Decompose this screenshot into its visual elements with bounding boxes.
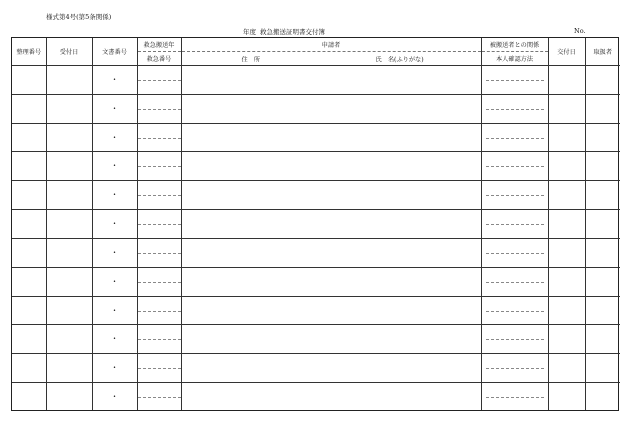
cell-receipt-date[interactable]: [46, 181, 92, 210]
cell-applicant[interactable]: [181, 383, 481, 410]
relation-id-split: [482, 124, 548, 152]
cell-document-no[interactable]: [92, 325, 137, 354]
cell-delivery-date[interactable]: [548, 296, 585, 325]
relation-id-split: [482, 152, 548, 180]
cell-document-no[interactable]: [92, 238, 137, 267]
transport-year-no-split: [138, 325, 181, 353]
header-name-kana: 氏 名(ふりがな): [375, 56, 424, 63]
cell-applicant[interactable]: [181, 181, 481, 210]
cell-management-no[interactable]: [12, 152, 46, 181]
cell-transport-year-no[interactable]: [137, 383, 181, 410]
document-no-separator: ・: [110, 161, 119, 171]
table-row: [12, 325, 620, 354]
cell-document-no[interactable]: [92, 94, 137, 123]
register-table: [12, 38, 620, 410]
cell-management-no[interactable]: [12, 238, 46, 267]
table-row: [12, 152, 620, 181]
cell-receipt-date[interactable]: [46, 66, 92, 95]
document-no-separator: ・: [110, 74, 119, 84]
document-no-separator: ・: [110, 190, 119, 200]
table-row: [12, 383, 620, 410]
table-row: [12, 66, 620, 95]
cell-delivery-date[interactable]: [548, 383, 585, 410]
cell-receipt-date[interactable]: [46, 383, 92, 410]
cell-receipt-date[interactable]: [46, 123, 92, 152]
document-no-separator: ・: [110, 363, 119, 373]
cell-management-no[interactable]: [12, 123, 46, 152]
cell-applicant[interactable]: [181, 238, 481, 267]
cell-applicant[interactable]: [181, 354, 481, 383]
cell-applicant[interactable]: [181, 66, 481, 95]
transport-year-no-split: [138, 383, 181, 410]
cell-delivery-date[interactable]: [548, 354, 585, 383]
cell-management-no[interactable]: [12, 383, 46, 410]
cell-delivery-date[interactable]: [548, 325, 585, 354]
header-applicant-sub: [181, 52, 481, 66]
document-no-separator: ・: [110, 219, 119, 229]
cell-handler[interactable]: [585, 267, 620, 296]
cell-relation-id-method[interactable]: [481, 66, 548, 95]
cell-handler[interactable]: [585, 354, 620, 383]
cell-handler[interactable]: [585, 94, 620, 123]
cell-transport-year-no[interactable]: [137, 238, 181, 267]
cell-delivery-date[interactable]: [548, 181, 585, 210]
cell-transport-year-no[interactable]: [137, 296, 181, 325]
cell-delivery-date[interactable]: [548, 267, 585, 296]
cell-transport-year-no[interactable]: [137, 267, 181, 296]
page-title: [243, 27, 325, 36]
register-title: 救急搬送証明書交付簿: [260, 28, 325, 36]
cell-applicant[interactable]: [181, 123, 481, 152]
cell-handler[interactable]: [585, 152, 620, 181]
relation-id-split: [482, 268, 548, 296]
cell-receipt-date[interactable]: [46, 296, 92, 325]
document-no-separator: ・: [110, 247, 119, 257]
form-reference: 様式第4号(第5条関係): [46, 13, 112, 21]
cell-document-no[interactable]: [92, 181, 137, 210]
document-no-separator: ・: [110, 103, 119, 113]
cell-management-no[interactable]: [12, 296, 46, 325]
table-row: [12, 181, 620, 210]
cell-document-no[interactable]: [92, 123, 137, 152]
cell-transport-year-no[interactable]: [137, 66, 181, 95]
transport-year-no-split: [138, 95, 181, 123]
transport-year-no-split: [138, 239, 181, 267]
table-row: [12, 210, 620, 239]
cell-relation-id-method[interactable]: [481, 325, 548, 354]
relation-id-split: [482, 210, 548, 238]
cell-receipt-date[interactable]: [46, 325, 92, 354]
header-transport-year: 救急搬送年: [137, 38, 181, 52]
cell-receipt-date[interactable]: [46, 238, 92, 267]
cell-applicant[interactable]: [181, 94, 481, 123]
header-address: 住 所: [241, 56, 261, 63]
relation-id-split: [482, 66, 548, 94]
cell-document-no[interactable]: [92, 383, 137, 410]
header-id-method: 本人確認方法: [481, 52, 548, 66]
cell-delivery-date[interactable]: [548, 123, 585, 152]
header-applicant: 申請者: [181, 38, 481, 52]
cell-handler[interactable]: [585, 238, 620, 267]
year-label: 年度: [243, 28, 256, 36]
relation-id-split: [482, 354, 548, 382]
cell-handler[interactable]: [585, 66, 620, 95]
document-no-separator: ・: [110, 276, 119, 286]
header-relation: 被搬送者との関係: [481, 38, 548, 52]
cell-relation-id-method[interactable]: [481, 123, 548, 152]
cell-receipt-date[interactable]: [46, 94, 92, 123]
relation-id-split: [482, 239, 548, 267]
cell-receipt-date[interactable]: [46, 210, 92, 239]
cell-document-no[interactable]: [92, 210, 137, 239]
cell-transport-year-no[interactable]: [137, 354, 181, 383]
transport-year-no-split: [138, 124, 181, 152]
cell-delivery-date[interactable]: [548, 152, 585, 181]
cell-delivery-date[interactable]: [548, 210, 585, 239]
document-no-separator: ・: [110, 132, 119, 142]
header-row-1: [12, 38, 620, 52]
table-row: [12, 238, 620, 267]
cell-handler[interactable]: [585, 296, 620, 325]
cell-document-no[interactable]: [92, 354, 137, 383]
cell-applicant[interactable]: [181, 210, 481, 239]
cell-relation-id-method[interactable]: [481, 267, 548, 296]
cell-applicant[interactable]: [181, 152, 481, 181]
cell-applicant[interactable]: [181, 325, 481, 354]
transport-year-no-split: [138, 181, 181, 209]
cell-document-no[interactable]: [92, 66, 137, 95]
header-delivery-date: 交付日: [548, 38, 585, 66]
cell-relation-id-method[interactable]: [481, 181, 548, 210]
header-transport-no: 救急番号: [137, 52, 181, 66]
table-row: [12, 267, 620, 296]
cell-relation-id-method[interactable]: [481, 152, 548, 181]
transport-year-no-split: [138, 152, 181, 180]
header-handler: 取扱者: [585, 38, 620, 66]
table-row: [12, 123, 620, 152]
cell-delivery-date[interactable]: [548, 238, 585, 267]
header-receipt-date: 受付日: [46, 38, 92, 66]
header-management-no: 整理番号: [12, 38, 46, 66]
document-no-separator: ・: [110, 391, 119, 401]
transport-year-no-split: [138, 210, 181, 238]
cell-management-no[interactable]: [12, 94, 46, 123]
register-body: [12, 66, 620, 411]
cell-management-no[interactable]: [12, 267, 46, 296]
cell-handler[interactable]: [585, 181, 620, 210]
relation-id-split: [482, 181, 548, 209]
cell-relation-id-method[interactable]: [481, 238, 548, 267]
cell-receipt-date[interactable]: [46, 152, 92, 181]
document-no-separator: ・: [110, 305, 119, 315]
page-number-label: No.: [574, 27, 586, 35]
cell-relation-id-method[interactable]: [481, 210, 548, 239]
cell-management-no[interactable]: [12, 181, 46, 210]
cell-transport-year-no[interactable]: [137, 210, 181, 239]
cell-delivery-date[interactable]: [548, 94, 585, 123]
cell-handler[interactable]: [585, 210, 620, 239]
transport-year-no-split: [138, 354, 181, 382]
transport-year-no-split: [138, 66, 181, 94]
transport-year-no-split: [138, 297, 181, 325]
cell-transport-year-no[interactable]: [137, 94, 181, 123]
table-row: [12, 94, 620, 123]
table-row: [12, 296, 620, 325]
cell-transport-year-no[interactable]: [137, 325, 181, 354]
cell-applicant[interactable]: [181, 267, 481, 296]
transport-year-no-split: [138, 268, 181, 296]
cell-receipt-date[interactable]: [46, 267, 92, 296]
cell-transport-year-no[interactable]: [137, 123, 181, 152]
cell-handler[interactable]: [585, 325, 620, 354]
document-no-separator: ・: [110, 334, 119, 344]
table-row: [12, 354, 620, 383]
cell-management-no[interactable]: [12, 354, 46, 383]
cell-management-no[interactable]: [12, 66, 46, 95]
header-document-no: 文書番号: [92, 38, 137, 66]
cell-relation-id-method[interactable]: [481, 296, 548, 325]
relation-id-split: [482, 383, 548, 410]
register-table-frame: [11, 37, 619, 411]
relation-id-split: [482, 95, 548, 123]
cell-receipt-date[interactable]: [46, 354, 92, 383]
relation-id-split: [482, 297, 548, 325]
cell-relation-id-method[interactable]: [481, 383, 548, 410]
cell-applicant[interactable]: [181, 296, 481, 325]
cell-management-no[interactable]: [12, 325, 46, 354]
cell-handler[interactable]: [585, 383, 620, 410]
cell-delivery-date[interactable]: [548, 66, 585, 95]
cell-relation-id-method[interactable]: [481, 94, 548, 123]
cell-transport-year-no[interactable]: [137, 181, 181, 210]
cell-document-no[interactable]: [92, 296, 137, 325]
cell-document-no[interactable]: [92, 152, 137, 181]
cell-relation-id-method[interactable]: [481, 354, 548, 383]
cell-management-no[interactable]: [12, 210, 46, 239]
cell-handler[interactable]: [585, 123, 620, 152]
cell-transport-year-no[interactable]: [137, 152, 181, 181]
relation-id-split: [482, 325, 548, 353]
cell-document-no[interactable]: [92, 267, 137, 296]
